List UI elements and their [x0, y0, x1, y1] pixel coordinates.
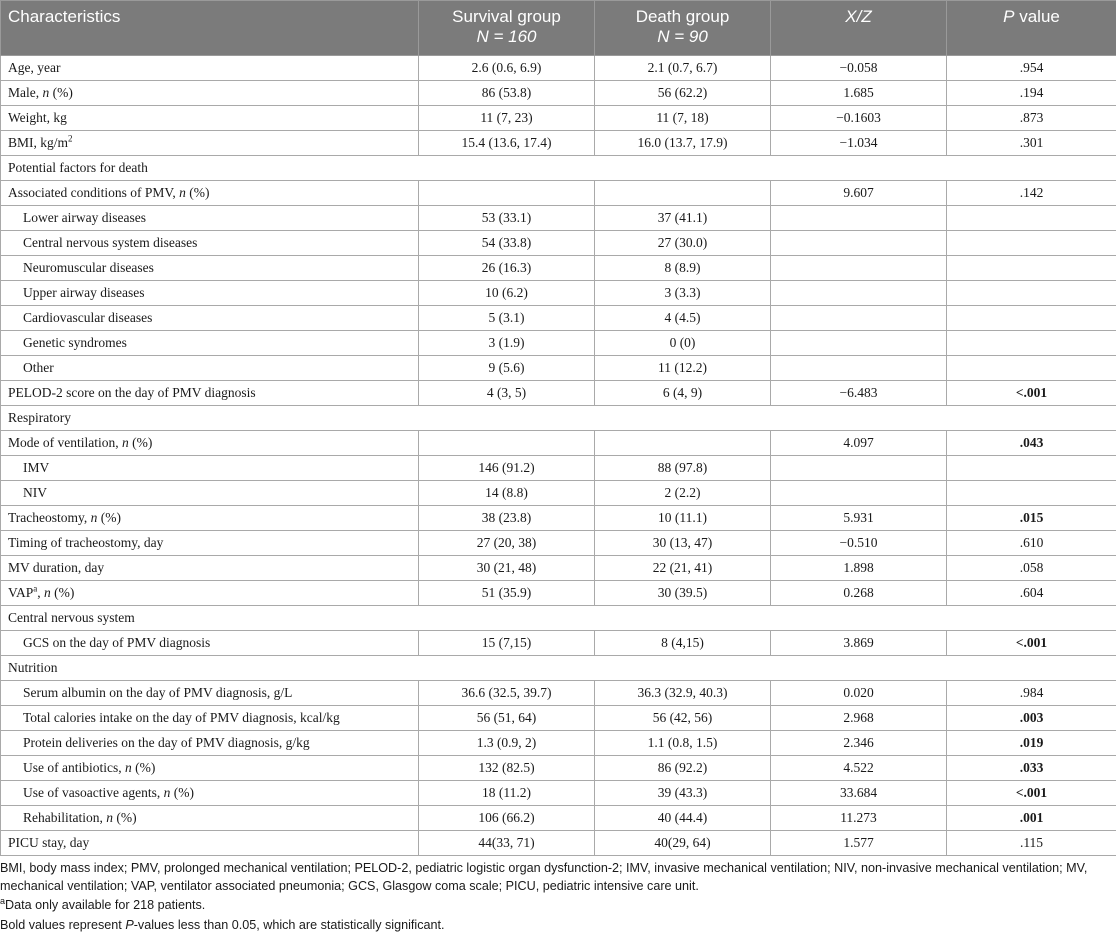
p-value: .954 — [947, 56, 1116, 81]
row-label: VAP$^a$, n (%) — [1, 581, 419, 606]
row-label: Genetic syndromes — [1, 331, 419, 356]
section-row — [1, 156, 1116, 181]
xz-value: 0.268 — [771, 581, 947, 606]
survival-value: 18 (11.2) — [419, 781, 595, 806]
table-row — [1, 806, 1116, 831]
header-xz: X/Z — [771, 1, 947, 56]
survival-value: 3 (1.9) — [419, 331, 595, 356]
table-row — [1, 131, 1116, 156]
table-row — [1, 756, 1116, 781]
p-value: <.001 — [947, 781, 1116, 806]
row-label: PICU stay, day — [1, 831, 419, 856]
death-value: 40 (44.4) — [595, 806, 771, 831]
p-value: .115 — [947, 831, 1116, 856]
survival-value: 26 (16.3) — [419, 256, 595, 281]
row-label: IMV — [1, 456, 419, 481]
table-row — [1, 631, 1116, 656]
xz-value: −6.483 — [771, 381, 947, 406]
header-death-group — [595, 1, 771, 56]
death-value: 37 (41.1) — [595, 206, 771, 231]
table-row — [1, 356, 1116, 381]
row-label: Rehabilitation, n (%) — [1, 806, 419, 831]
section-row — [1, 606, 1116, 631]
survival-value: 132 (82.5) — [419, 756, 595, 781]
xz-value: 5.931 — [771, 506, 947, 531]
death-value: 8 (4,15) — [595, 631, 771, 656]
table-footnotes — [0, 860, 1116, 936]
row-label: Tracheostomy, n (%) — [1, 506, 419, 531]
p-value: .142 — [947, 181, 1116, 206]
header-survival-n: N = 160 — [476, 27, 537, 47]
p-value: .058 — [947, 556, 1116, 581]
row-label: BMI, $kg/m^2$ — [1, 131, 419, 156]
p-value — [947, 331, 1116, 356]
survival-value: 38 (23.8) — [419, 506, 595, 531]
death-value: 56 (42, 56) — [595, 706, 771, 731]
row-label: Serum albumin on the day of PMV diagnosis, g/L — [1, 681, 419, 706]
death-value — [595, 431, 771, 456]
survival-value: 10 (6.2) — [419, 281, 595, 306]
row-label: Associated conditions of PMV, n (%) — [1, 181, 419, 206]
footnote-a — [0, 897, 1116, 915]
row-label: Use of vasoactive agents, n (%) — [1, 781, 419, 806]
p-value — [947, 306, 1116, 331]
death-value: 0 (0) — [595, 331, 771, 356]
table-row — [1, 206, 1116, 231]
p-value — [947, 281, 1116, 306]
xz-value: 33.684 — [771, 781, 947, 806]
xz-value: 4.097 — [771, 431, 947, 456]
p-value: .604 — [947, 581, 1116, 606]
row-label: Age, year — [1, 56, 419, 81]
death-value: 39 (43.3) — [595, 781, 771, 806]
p-value — [947, 256, 1116, 281]
table-row — [1, 181, 1116, 206]
section-label: Respiratory — [1, 406, 1116, 431]
xz-value — [771, 256, 947, 281]
p-value: .015 — [947, 506, 1116, 531]
survival-value: 27 (20, 38) — [419, 531, 595, 556]
survival-value — [419, 181, 595, 206]
section-label: Central nervous system — [1, 606, 1116, 631]
death-value: 2 (2.2) — [595, 481, 771, 506]
death-value: 11 (7, 18) — [595, 106, 771, 131]
xz-value: −1.034 — [771, 131, 947, 156]
survival-value: 1.3 (0.9, 2) — [419, 731, 595, 756]
p-value: .984 — [947, 681, 1116, 706]
death-value: 6 (4, 9) — [595, 381, 771, 406]
header-p-value — [947, 1, 1116, 56]
table-row — [1, 56, 1116, 81]
row-label: Upper airway diseases — [1, 281, 419, 306]
table-body — [1, 56, 1116, 856]
row-label: NIV — [1, 481, 419, 506]
p-value: .019 — [947, 731, 1116, 756]
footnote-a-text: Data only available for 218 patients. — [5, 898, 206, 912]
footnote-bold-values — [0, 917, 1116, 935]
death-value: 1.1 (0.8, 1.5) — [595, 731, 771, 756]
xz-value — [771, 306, 947, 331]
xz-value: 4.522 — [771, 756, 947, 781]
xz-value: 0.020 — [771, 681, 947, 706]
p-value: <.001 — [947, 631, 1116, 656]
p-value — [947, 481, 1116, 506]
row-label: Protein deliveries on the day of PMV diagnosis, g/kg — [1, 731, 419, 756]
header-survival-group — [419, 1, 595, 56]
survival-value: 4 (3, 5) — [419, 381, 595, 406]
section-label: Potential factors for death — [1, 156, 1116, 181]
footnote-abbreviations: BMI, body mass index; PMV, prolonged mechanical ventilation; PELOD-2, pediatric logistic organ dysfunction-2; IMV, invasive mechanical ventilation; NIV, non-invasive mechanical ventilation; MV, mechanical ventilation; VAP, ventilator associated pneumonia; GCS, Glasgow coma scale; PICU, pediatric intensive care unit. — [0, 861, 1088, 893]
header-death-title: Death group — [635, 7, 730, 26]
survival-value: 15 (7,15) — [419, 631, 595, 656]
header-survival-title: Survival group — [452, 7, 561, 26]
row-label: MV duration, day — [1, 556, 419, 581]
survival-value — [419, 431, 595, 456]
table-row — [1, 381, 1116, 406]
header-death-n: N = 90 — [657, 27, 708, 47]
survival-value: 30 (21, 48) — [419, 556, 595, 581]
row-label: Mode of ventilation, n (%) — [1, 431, 419, 456]
death-value: 88 (97.8) — [595, 456, 771, 481]
survival-value: 5 (3.1) — [419, 306, 595, 331]
death-value: 16.0 (13.7, 17.9) — [595, 131, 771, 156]
survival-value: 11 (7, 23) — [419, 106, 595, 131]
xz-value: 1.577 — [771, 831, 947, 856]
death-value: 30 (13, 47) — [595, 531, 771, 556]
xz-value: 2.968 — [771, 706, 947, 731]
row-label: GCS on the day of PMV diagnosis — [1, 631, 419, 656]
survival-value: 15.4 (13.6, 17.4) — [419, 131, 595, 156]
table-row — [1, 681, 1116, 706]
death-value: 2.1 (0.7, 6.7) — [595, 56, 771, 81]
xz-value: 1.898 — [771, 556, 947, 581]
footnote-a-mark: a — [0, 895, 6, 906]
death-value: 86 (92.2) — [595, 756, 771, 781]
survival-value: 9 (5.6) — [419, 356, 595, 381]
header-characteristics: Characteristics — [1, 1, 419, 56]
header-p-rest: value — [1014, 7, 1060, 26]
section-label: Nutrition — [1, 656, 1116, 681]
p-value: .001 — [947, 806, 1116, 831]
survival-value: 146 (91.2) — [419, 456, 595, 481]
xz-value — [771, 456, 947, 481]
xz-value: 9.607 — [771, 181, 947, 206]
table-row — [1, 306, 1116, 331]
footnote-bold-pre: Bold values represent — [0, 917, 126, 932]
death-value: 40(29, 64) — [595, 831, 771, 856]
table-row — [1, 781, 1116, 806]
survival-value: 51 (35.9) — [419, 581, 595, 606]
xz-value: −0.510 — [771, 531, 947, 556]
death-value — [595, 181, 771, 206]
p-value: .873 — [947, 106, 1116, 131]
death-value: 22 (21, 41) — [595, 556, 771, 581]
table-row — [1, 106, 1116, 131]
p-value: .033 — [947, 756, 1116, 781]
table-row — [1, 531, 1116, 556]
p-value: .043 — [947, 431, 1116, 456]
survival-value: 56 (51, 64) — [419, 706, 595, 731]
death-value: 10 (11.1) — [595, 506, 771, 531]
row-label: Central nervous system diseases — [1, 231, 419, 256]
xz-value: 3.869 — [771, 631, 947, 656]
table-row — [1, 481, 1116, 506]
survival-value: 86 (53.8) — [419, 81, 595, 106]
table-row — [1, 706, 1116, 731]
table-row — [1, 431, 1116, 456]
table-row — [1, 81, 1116, 106]
xz-value — [771, 481, 947, 506]
xz-value — [771, 356, 947, 381]
table-row — [1, 231, 1116, 256]
table-row — [1, 581, 1116, 606]
xz-value — [771, 231, 947, 256]
xz-value: 11.273 — [771, 806, 947, 831]
p-value: .301 — [947, 131, 1116, 156]
section-row — [1, 406, 1116, 431]
table-header-row — [1, 1, 1116, 56]
footnote-bold-post: -values less than 0.05, which are statistically significant. — [133, 917, 445, 932]
footnote-bold-p: P — [125, 917, 134, 932]
p-value — [947, 231, 1116, 256]
survival-value: 53 (33.1) — [419, 206, 595, 231]
death-value: 4 (4.5) — [595, 306, 771, 331]
table-row — [1, 331, 1116, 356]
p-value: .194 — [947, 81, 1116, 106]
row-label: Total calories intake on the day of PMV diagnosis, kcal/kg — [1, 706, 419, 731]
table-row — [1, 731, 1116, 756]
p-value: .610 — [947, 531, 1116, 556]
row-label: Lower airway diseases — [1, 206, 419, 231]
header-p-letter: P — [1003, 7, 1015, 26]
row-label: Cardiovascular diseases — [1, 306, 419, 331]
p-value: <.001 — [947, 381, 1116, 406]
survival-value: 106 (66.2) — [419, 806, 595, 831]
table-row — [1, 281, 1116, 306]
death-value: 56 (62.2) — [595, 81, 771, 106]
row-label: Male, n (%) — [1, 81, 419, 106]
survival-value: 2.6 (0.6, 6.9) — [419, 56, 595, 81]
row-label: PELOD-2 score on the day of PMV diagnosis — [1, 381, 419, 406]
table-row — [1, 556, 1116, 581]
death-value: 30 (39.5) — [595, 581, 771, 606]
p-value — [947, 456, 1116, 481]
death-value: 3 (3.3) — [595, 281, 771, 306]
xz-value: 2.346 — [771, 731, 947, 756]
table-row — [1, 506, 1116, 531]
xz-value: 1.685 — [771, 81, 947, 106]
row-label: Timing of tracheostomy, day — [1, 531, 419, 556]
p-value — [947, 206, 1116, 231]
p-value — [947, 356, 1116, 381]
survival-value: 36.6 (32.5, 39.7) — [419, 681, 595, 706]
table-row — [1, 831, 1116, 856]
death-value: 11 (12.2) — [595, 356, 771, 381]
xz-value — [771, 206, 947, 231]
survival-value: 44(33, 71) — [419, 831, 595, 856]
xz-value — [771, 281, 947, 306]
survival-value: 54 (33.8) — [419, 231, 595, 256]
row-label: Weight, kg — [1, 106, 419, 131]
death-value: 8 (8.9) — [595, 256, 771, 281]
row-label: Other — [1, 356, 419, 381]
row-label: Use of antibiotics, n (%) — [1, 756, 419, 781]
survival-value: 14 (8.8) — [419, 481, 595, 506]
xz-value — [771, 331, 947, 356]
death-value: 36.3 (32.9, 40.3) — [595, 681, 771, 706]
section-row — [1, 656, 1116, 681]
row-label: Neuromuscular diseases — [1, 256, 419, 281]
xz-value: −0.1603 — [771, 106, 947, 131]
xz-value: −0.058 — [771, 56, 947, 81]
table-row — [1, 256, 1116, 281]
table-row — [1, 456, 1116, 481]
death-value: 27 (30.0) — [595, 231, 771, 256]
p-value: .003 — [947, 706, 1116, 731]
